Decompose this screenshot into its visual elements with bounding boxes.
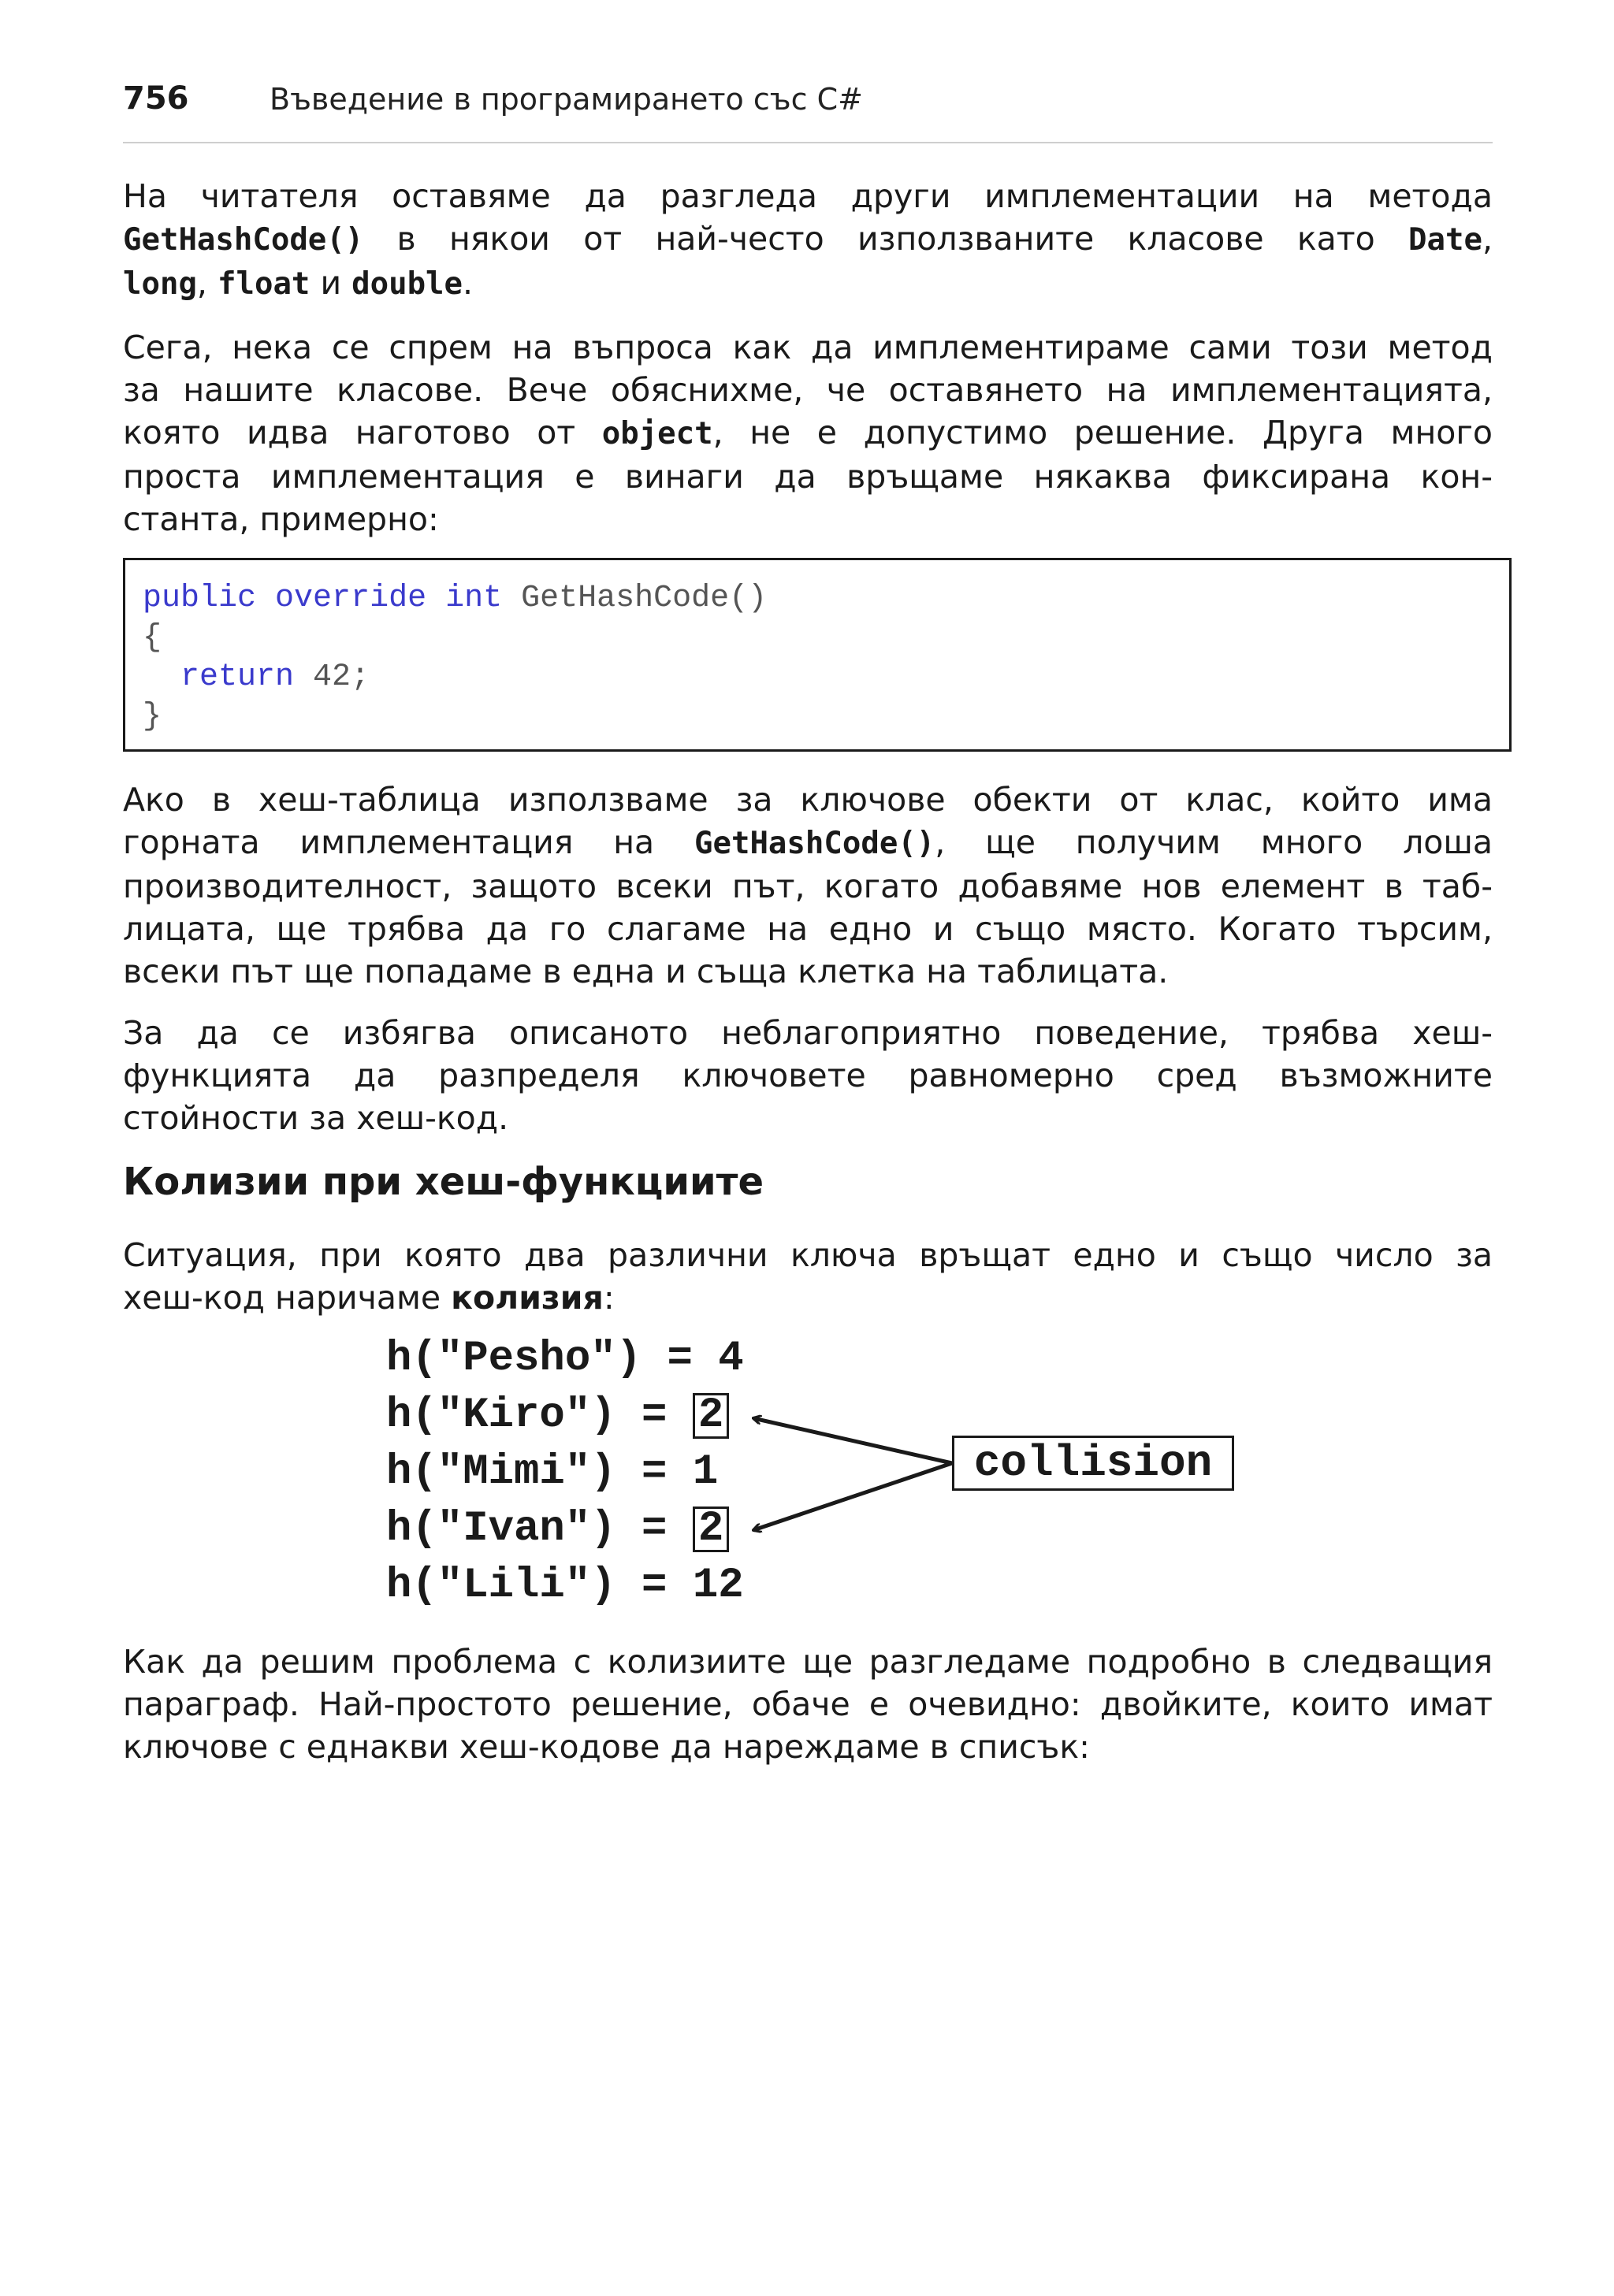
arrow-to-ivan xyxy=(753,1463,952,1530)
code-double: double xyxy=(351,266,463,302)
code-kw-int: int xyxy=(445,581,503,616)
para2-line4: проста имплементация е винаги да връщаме някаква фиксирана кон- xyxy=(123,458,1493,496)
para2-text-a: която идва наготово от xyxy=(123,414,602,451)
hash-value-boxed: 2 xyxy=(693,1393,729,1439)
code-return-value: 42; xyxy=(294,659,370,695)
para1-and: и xyxy=(310,264,352,302)
para1-comma2: , xyxy=(196,264,218,302)
para4-line2: функцията да разпределя ключовете равномерно сред възможните xyxy=(123,1057,1493,1094)
paragraph-bad-performance xyxy=(123,778,1493,993)
hash-value: 1 xyxy=(692,1448,719,1496)
hash-value-boxed: 2 xyxy=(693,1507,729,1552)
para5-colon: : xyxy=(603,1279,615,1317)
code-method: GetHashCode() xyxy=(521,581,768,616)
para1-text: в някои от най-често използваните класове като xyxy=(363,220,1409,258)
para2-line3 xyxy=(123,411,1493,455)
para2-text-b: , не е допустимо решение. Друга много xyxy=(712,414,1493,451)
code-kw-public: public xyxy=(143,581,257,616)
section-heading: Колизии при хеш-функциите xyxy=(123,1160,764,1204)
page-header xyxy=(123,79,1493,143)
page-number: 756 xyxy=(123,80,189,117)
hash-value: 12 xyxy=(692,1562,744,1610)
para1-comma: , xyxy=(1482,220,1493,258)
para3-line4: лицата, ще трябва да го слагаме на едно и също място. Когато търсим, xyxy=(123,910,1493,948)
para2-line1: Сега, нека се спрем на въпроса как да имплементираме сами този метод xyxy=(123,329,1493,366)
arrow-to-kiro xyxy=(753,1418,952,1463)
code-kw-return: return xyxy=(180,659,295,695)
para6-line2: параграф. Най-простото решение, обаче е очевидно: двойките, които имат xyxy=(123,1685,1493,1723)
para1-line1: На читателя оставяме да разгледа други имплементации на метода xyxy=(123,177,1493,215)
hash-expr: h("Mimi") = xyxy=(386,1448,693,1496)
para1-period: . xyxy=(463,264,474,302)
hash-expr: h("Lili") = xyxy=(386,1562,693,1610)
para4-line3: стойности за хеш-код. xyxy=(123,1099,509,1137)
para2-line5: станта, примерно: xyxy=(123,500,439,538)
para6-line1: Как да решим проблема с колизиите ще разгледаме подробно в следващия xyxy=(123,1643,1493,1681)
paragraph-other-implementations xyxy=(123,175,1493,306)
para4-line1: За да се избягва описаното неблагоприятно поведение, трябва хеш- xyxy=(123,1014,1493,1052)
paragraph-solution xyxy=(123,1640,1493,1768)
code-gethashcode: GetHashCode() xyxy=(123,222,364,258)
collision-diagram xyxy=(123,1332,1493,1615)
para5-text-a: хеш-код наричаме xyxy=(123,1279,452,1317)
collision-label: collision xyxy=(952,1436,1234,1491)
para1-line3 xyxy=(123,262,1493,306)
para3-line5: всеки път ще попадаме в една и съща клетка на таблицата. xyxy=(123,953,1169,990)
para3-text-b: , ще получим много лоша xyxy=(935,823,1493,861)
para3-line2 xyxy=(123,821,1493,865)
para6-line3: ключове с еднакви хеш-кодове да нареждаме в списък: xyxy=(123,1728,1090,1766)
code-long: long xyxy=(123,266,197,302)
hash-expr: h("Kiro") = xyxy=(386,1391,693,1440)
hash-expr: h("Pesho") = xyxy=(386,1335,719,1383)
code-object: object xyxy=(601,416,713,451)
book-title: Въведение в програмирането със C# xyxy=(270,82,863,117)
para5-line1: Ситуация, при която два различни ключа връщат едно и също число за xyxy=(123,1236,1493,1274)
paragraph-uniform-distribution xyxy=(123,1012,1493,1139)
para3-line1: Ако в хеш-таблица използваме за ключове обекти от клас, който има xyxy=(123,781,1493,819)
hash-value: 4 xyxy=(718,1335,744,1383)
para1-line2 xyxy=(123,217,1493,262)
para5-line2 xyxy=(123,1276,1493,1319)
paragraph-collision-definition xyxy=(123,1234,1493,1319)
code-open-brace: { xyxy=(143,620,162,656)
code-date: Date xyxy=(1408,222,1482,258)
code-float: float xyxy=(218,266,311,302)
code-block xyxy=(143,579,767,737)
code-close-brace: } xyxy=(143,699,162,734)
paragraph-implementing-method xyxy=(123,326,1493,541)
collision-arrows xyxy=(123,1332,1493,1615)
code-gethashcode-2: GetHashCode() xyxy=(694,826,935,861)
term-collision: колизия xyxy=(451,1279,604,1317)
para3-text-a: горната имплементация на xyxy=(123,823,695,861)
code-listing xyxy=(123,558,1512,752)
para3-line3: производителност, защото всеки път, когато добавяме нов елемент в таб- xyxy=(123,868,1493,905)
code-kw-override: override xyxy=(275,581,427,616)
hash-expr: h("Ivan") = xyxy=(386,1505,693,1553)
para2-line2: за нашите класове. Вече обяснихме, че оставянето на имплементацията, xyxy=(123,371,1493,409)
